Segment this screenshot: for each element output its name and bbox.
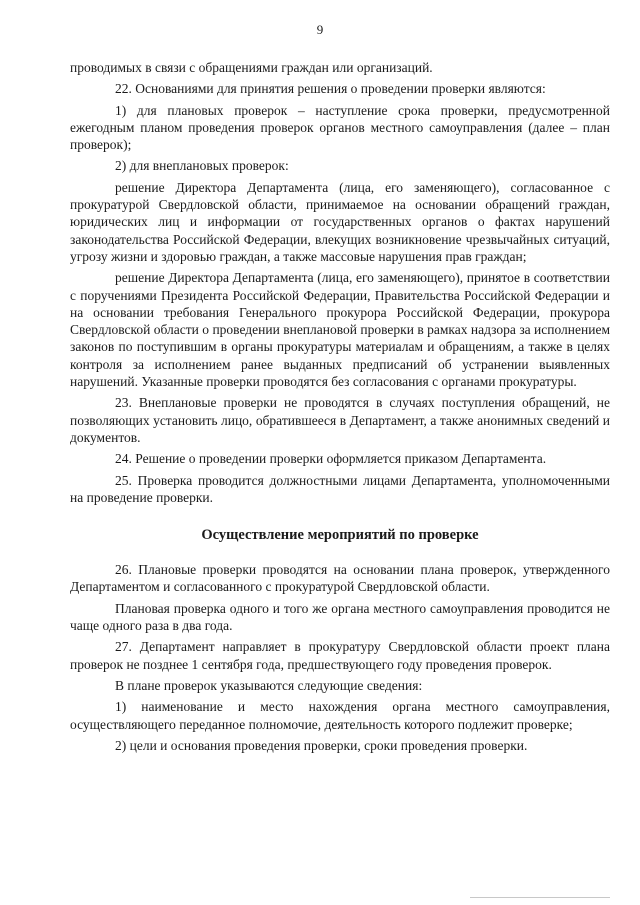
document-body xyxy=(70,59,610,754)
paragraph: 27. Департамент направляет в прокуратуру Свердловской области проект плана проверок не позднее 1 сентября года, предшествующего году проведения проверок. xyxy=(70,639,610,672)
paragraph: 23. Внеплановые проверки не проводятся в случаях поступления обращений, не позволяющих установить лицо, обратившееся в Департамент, а также анонимных сведений и документов. xyxy=(70,395,610,445)
paragraph: 25. Проверка проводится должностными лицами Департамента, уполномоченными на проведение проверки. xyxy=(70,472,610,505)
page-number: 9 xyxy=(316,22,324,37)
section-title: Осуществление мероприятий по проверке xyxy=(201,527,479,544)
paragraph: 22. Основаниями для принятия решения о проведении проверки являются: xyxy=(115,81,546,97)
paragraph: В плане проверок указываются следующие сведения: xyxy=(115,677,423,693)
paragraph: решение Директора Департамента (лица, его заменяющего), согласованное с прокуратурой Свердловской области, принимаемое на основании обращений граждан, юридических лиц и информации от государственных органов о фактах нарушений законодательства Российской Федерации, влекущих возникновение чрезвычайных ситуаций, угрозу жизни и здоровью граждан, а также массовые нарушения прав граждан; xyxy=(70,179,610,264)
paragraphs-after-section xyxy=(70,561,610,754)
paragraph: 26. Плановые проверки проводятся на основании плана проверок, утвержденного Департаментом и согласованного с прокуратурой Свердловской области. xyxy=(70,562,610,595)
paragraph: 2) для внеплановых проверок: xyxy=(115,158,289,174)
paragraph: 1) для плановых проверок – наступление срока проверки, предусмотренной ежегодным планом проведения проверок органов местного самоуправления (далее – план проверок); xyxy=(70,102,610,153)
bottom-rule xyxy=(470,897,610,898)
paragraph: Плановая проверка одного и того же органа местного самоуправления проводится не чаще одного раза в два года. xyxy=(70,600,610,634)
paragraph: проводимых в связи с обращениями граждан или организаций. xyxy=(70,60,433,75)
paragraph: 1) наименование и место нахождения органа местного самоуправления, осуществляющего переданное полномочие, деятельность которого подлежит проверке; xyxy=(70,699,610,732)
paragraph: 24. Решение о проведении проверки оформляется приказом Департамента. xyxy=(115,451,547,467)
paragraphs-before-section xyxy=(70,59,610,506)
paragraph: 2) цели и основания проведения проверки, сроки проведения проверки. xyxy=(115,737,528,753)
paragraph: решение Директора Департамента (лица, его заменяющего), принятое в соответствии с поручениями Президента Российской Федерации, Правительства Российской Федерации и на основании требования Генерального прокурора Российской Федерации, прокурора Свердловской области о проведении внеплановой проверки в рамках надзора за исполнением законов по поступившим в органы прокуратуры материалам и обращениям, а также в целях контроля за исполнением ранее выданных предписаний об устранении выявленных нарушений. Указанные проверки проводятся без согласования с органами прокуратуры. xyxy=(70,270,610,390)
